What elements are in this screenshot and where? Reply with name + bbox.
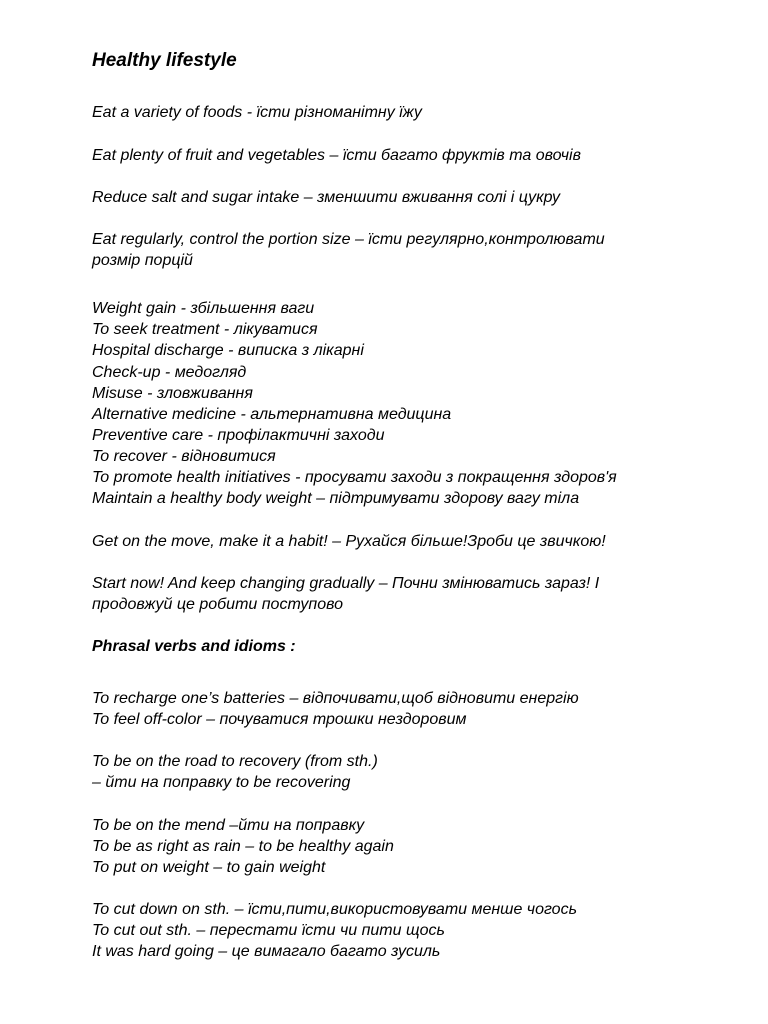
text-line: It was hard going – це вимагало багато зусиль — [92, 943, 441, 960]
text-line: Misuse - зловживання — [92, 385, 253, 402]
text-line: Eat plenty of fruit and vegetables – їсти багато фруктів та овочів — [92, 147, 581, 164]
text-line: продовжуй це робити поступово — [92, 596, 344, 613]
text-line: Alternative medicine - альтернативна медицина — [92, 406, 452, 423]
text-line: To seek treatment - лікуватися — [92, 321, 318, 338]
page-title: Healthy lifestyle — [92, 50, 237, 71]
text-line: To feel off-color – почуватися трошки нездоровим — [92, 711, 467, 728]
text-line: To cut out sth. – перестати їсти чи пити щось — [92, 922, 445, 939]
text-line: Check-up - медогляд — [92, 364, 247, 381]
text-line: – йти на поправку to be recovering — [92, 774, 351, 791]
section-heading: Phrasal verbs and idioms : — [92, 638, 296, 655]
text-line: Preventive care - профілактичні заходи — [92, 427, 385, 444]
text-line: Weight gain - збільшення ваги — [92, 300, 315, 317]
text-line: To promote health initiatives - просувати заходи з покращення здоров'я — [92, 469, 617, 486]
text-line: To be on the mend –йти на поправку — [92, 817, 365, 834]
text-line: To be on the road to recovery (from sth.) — [92, 753, 378, 770]
text-line: Hospital discharge - виписка з лікарні — [92, 342, 364, 359]
text-line: To cut down on sth. – їсти,пити,використовувати менше чогось — [92, 901, 577, 918]
text-line: To be as right as rain – to be healthy again — [92, 838, 394, 855]
text-line: Eat regularly, control the portion size – їсти регулярно,контролювати — [92, 231, 605, 248]
text-line: розмір порцій — [92, 252, 193, 269]
text-line: Eat a variety of foods - їсти різноманітну їжу — [92, 104, 422, 121]
text-line: Start now! And keep changing gradually – Почни змінюватись зараз! І — [92, 575, 600, 592]
text-line: To recover - відновитися — [92, 448, 276, 465]
text-line: Get on the move, make it a habit! – Рухайся більше!Зроби це звичкою! — [92, 533, 606, 550]
text-line: Maintain a healthy body weight – підтримувати здорову вагу тіла — [92, 490, 580, 507]
text-line: To put on weight – to gain weight — [92, 859, 326, 876]
text-line: Reduce salt and sugar intake – зменшити вживання солі і цукру — [92, 189, 561, 206]
text-line: To recharge one’s batteries – відпочивати,щоб відновити енергію — [92, 690, 579, 707]
